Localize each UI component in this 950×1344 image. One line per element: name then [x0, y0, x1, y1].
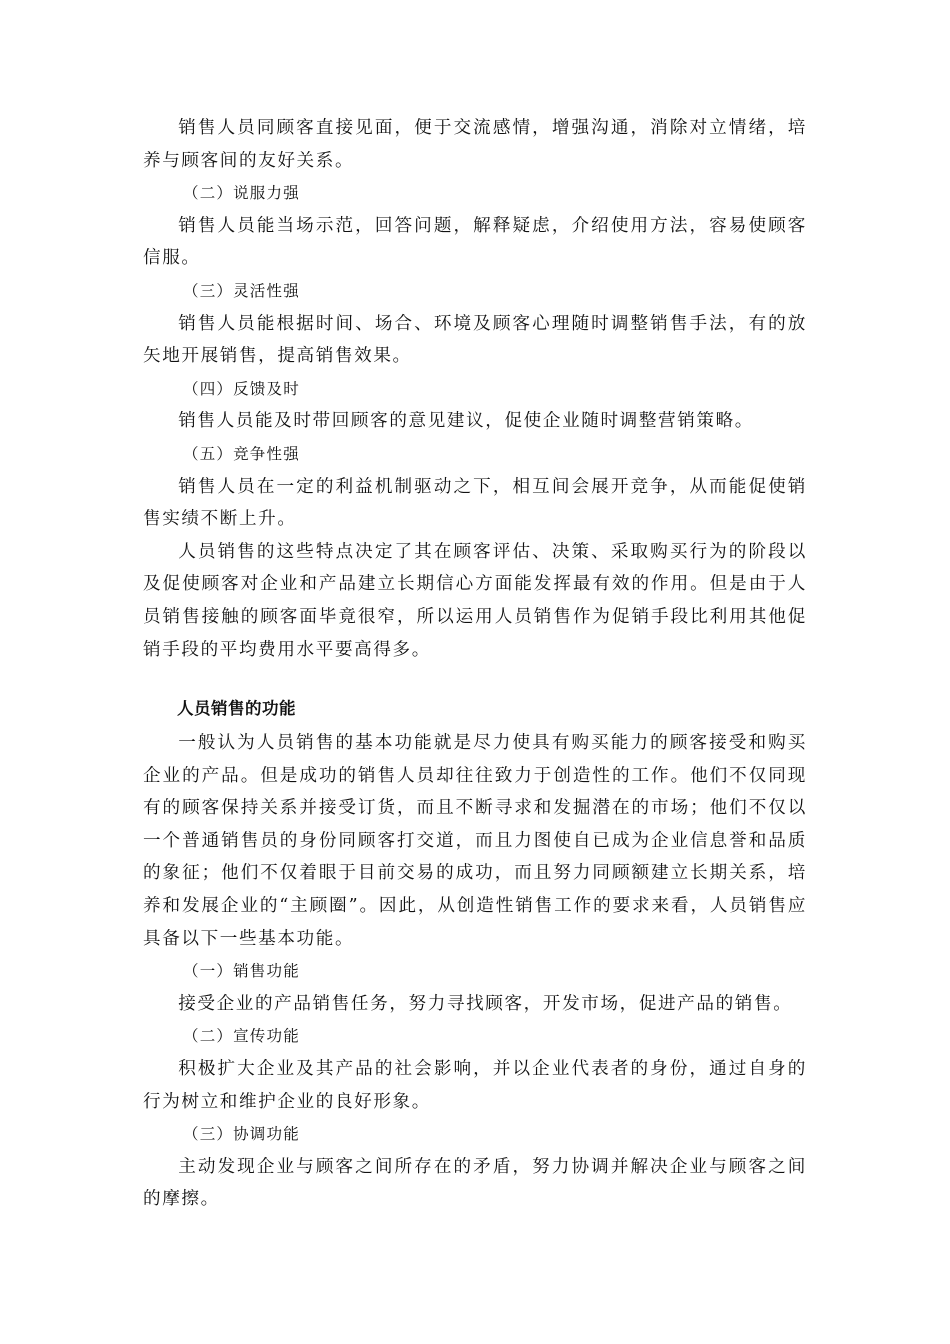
- paragraph-competition: 销售人员在一定的利益机制驱动之下，相互间会展开竞争，从而能促使销售实绩不断上升。: [143, 476, 807, 530]
- paragraph-coordination-function: 主动发现企业与顾客之间所存在的矛盾，努力协调并解决企业与顾客之间的摩擦。: [143, 1156, 807, 1210]
- paragraph-feedback: 销售人员能及时带回顾客的意见建议，促使企业随时调整营销策略。: [178, 411, 755, 432]
- paragraph-customer-relations: 销售人员同顾客直接见面，便于交流感情，增强沟通，消除对立情绪，培养与顾客间的友好关系。: [143, 118, 807, 171]
- subheading-competition: （五）竞争性强: [183, 444, 300, 463]
- paragraph-persuasion: 销售人员能当场示范，回答问题，解释疑虑，介绍使用方法，容易使顾客信服。: [143, 215, 807, 269]
- document-body: [143, 112, 807, 1216]
- paragraph-functions-intro: 一般认为人员销售的基本功能就是尽力使具有购买能力的顾客接受和购买企业的产品。但是成功的销售人员却往往致力于创造性的工作。他们不仅同现有的顾客保持关系并接受订货，而且不断寻求和发掘潜在的市场；他们不仅以一个普通销售员的身份同顾客打交道，而且力图使自已成为企业信息誉和品质的象征；他们不仅着眼于目前交易的成功，而且努力同顾额建立长期关系，培养和发展企业的“主顾圈”。因此，从创造性销售工作的要求来看，人员销售应具备以下一些基本功能。: [143, 733, 807, 949]
- paragraph-summary: 人员销售的这些特点决定了其在顾客评估、决策、采取购买行为的阶段以及促使顾客对企业和产品建立长期信心方面能发挥最有效的作用。但是由于人员销售接触的顾客面毕竟很窄，所以运用人员销售作为促销手段比利用其他促销手段的平均费用水平要高得多。: [143, 541, 807, 660]
- paragraph-promotion-function: 积极扩大企业及其产品的社会影响，并以企业代表者的身份，通过自身的行为树立和维护企业的良好形象。: [143, 1059, 807, 1112]
- subheading-flexibility: （三）灵活性强: [183, 281, 300, 300]
- subheading-coordination-function: （三）协调功能: [183, 1125, 300, 1144]
- paragraph-flexibility: 销售人员能根据时间、场合、环境及顾客心理随时调整销售手法，有的放矢地开展销售，提高销售效果。: [143, 313, 807, 367]
- subheading-persuasion: （二）说服力强: [183, 184, 300, 203]
- subheading-sales-function: （一）销售功能: [183, 962, 300, 981]
- section-spacer: [143, 666, 807, 691]
- paragraph-sales-function: 接受企业的产品销售任务，努力寻找顾客，开发市场，促进产品的销售。: [178, 993, 793, 1014]
- section-title: 人员销售的功能: [177, 699, 296, 719]
- subheading-promotion-function: （二）宣传功能: [183, 1027, 300, 1046]
- subheading-feedback: （四）反馈及时: [183, 379, 300, 398]
